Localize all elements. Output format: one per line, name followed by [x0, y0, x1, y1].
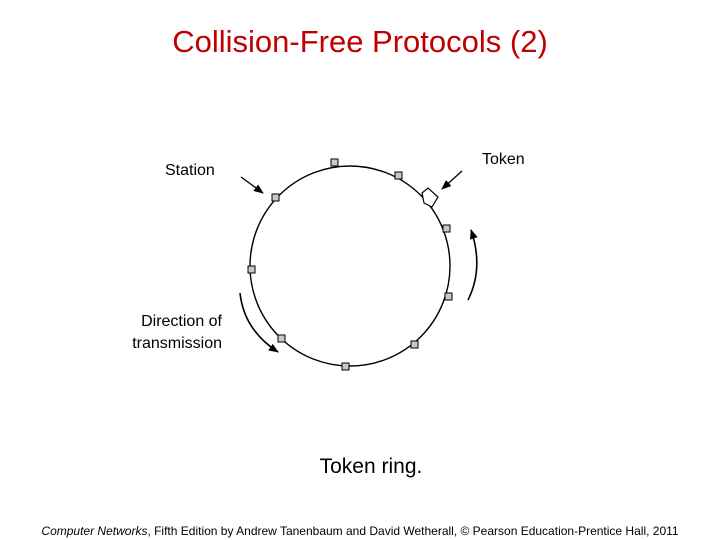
station-label: Station: [165, 162, 215, 179]
footer-book-title: Computer Networks: [41, 524, 148, 538]
direction-arrow-right: [468, 230, 477, 300]
station: [342, 363, 349, 370]
direction-label: [100, 311, 222, 355]
station: [278, 335, 285, 342]
station: [445, 293, 452, 300]
station: [395, 172, 402, 179]
station: [272, 194, 279, 201]
station: [443, 225, 450, 232]
token-label: Token: [482, 151, 525, 168]
token-shape: [422, 188, 438, 207]
direction-arrow-left: [240, 293, 278, 352]
token-pointer-arrow: [442, 171, 462, 189]
footer-citation: [0, 524, 720, 538]
figure-caption: Token ring.: [319, 455, 423, 478]
station: [411, 341, 418, 348]
footer-rest: , Fifth Edition by Andrew Tanenbaum and David Wetherall, © Pearson Education-Prentice Hall, 2011: [147, 524, 679, 538]
slide-title: Collision-Free Protocols (2): [172, 24, 548, 59]
station-pointer-arrow: [241, 177, 263, 193]
stations: [248, 159, 452, 370]
direction-label-line1: Direction of: [141, 313, 222, 330]
direction-label-line2: transmission: [132, 335, 222, 352]
station: [331, 159, 338, 166]
station: [248, 266, 255, 273]
